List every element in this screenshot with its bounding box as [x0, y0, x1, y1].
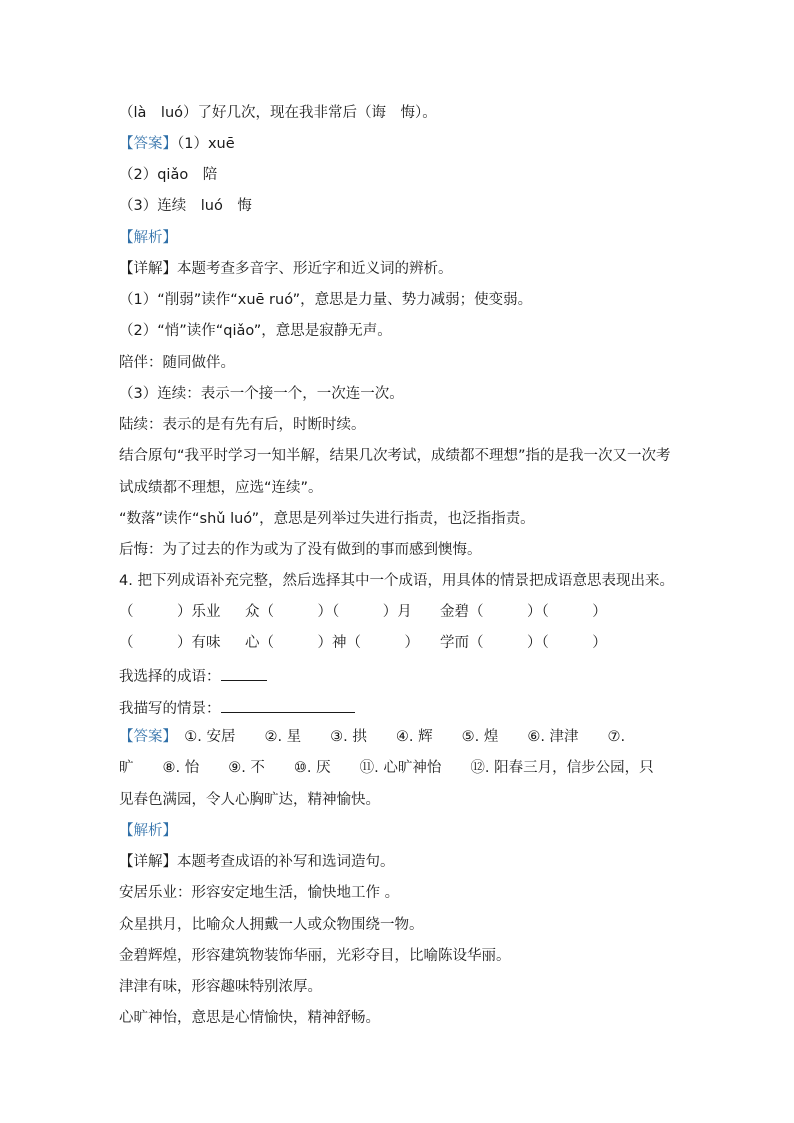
- explanation-line: （1）“削弱”读作“xuē ruó”，意思是力量、势力减弱；使变弱。: [119, 292, 533, 308]
- analysis-tag: 【解析】: [119, 230, 177, 246]
- explanation-line: 结合原句“我平时学习一知半解，结果几次考试，成绩都不理想”指的是我一次又一次考: [119, 448, 671, 464]
- explanation-line: （3）连续：表示一个接一个，一次连一次。: [119, 386, 404, 402]
- chosen-idiom-blank: [221, 664, 267, 681]
- idiom-blank: 金碧（ ）（ ）: [440, 604, 607, 620]
- explanation-line: “数落”读作“shǔ luó”，意思是列举过失进行指责，也泛指指责。: [119, 511, 535, 527]
- explanation-line: 安居乐业：形容安定地生活，愉快地工作 。: [119, 885, 400, 901]
- answer-line-4a: [119, 727, 625, 747]
- q3-sentence-tail: （là luó）了好几次，现在我非常后（诲 悔）。: [119, 105, 437, 121]
- answer-tag: 【答案】: [119, 729, 170, 745]
- explanation-line: 试成绩都不理想，应选“连续”。: [119, 480, 323, 496]
- answer-line-2: （2）qiǎo 陪: [119, 167, 218, 183]
- analysis-tag: 【解析】: [119, 823, 177, 839]
- question-4: 4. 把下列成语补充完整，然后选择其中一个成语，用具体的情景把成语意思表现出来。: [119, 573, 674, 589]
- explanation-line: （2）“悄”读作“qiǎo”，意思是寂静无声。: [119, 323, 392, 339]
- idiom-blank: 学而（ ）（ ）: [440, 635, 607, 651]
- answer-text: ①. 安居 ②. 星 ③. 拱 ④. 辉 ⑤. 煌 ⑥. 津津 ⑦.: [169, 729, 626, 745]
- answer-line-4b: 旷 ⑧. 怡 ⑨. 不 ⑩. 厌 ⑪. 心旷神怡 ⑫. 阳春三月，信步公园，只: [119, 760, 654, 776]
- answer-tag: 【答案】: [119, 136, 177, 152]
- chosen-idiom-label: 我选择的成语：: [119, 669, 221, 685]
- answer-line-3: （3）连续 luó 悔: [119, 198, 252, 214]
- scene-blank: [221, 696, 355, 713]
- scene-line: [119, 696, 355, 719]
- explanation-line: 津津有味，形容趣味特别浓厚。: [119, 979, 322, 995]
- explanation-line: 陪伴：随同做伴。: [119, 355, 235, 371]
- explanation-line: 金碧辉煌，形容建筑物装饰华丽，光彩夺目，比喻陈设华丽。: [119, 948, 511, 964]
- idiom-blank: 众（ ）（ ）月: [245, 604, 412, 620]
- detail-heading: 【详解】本题考查成语的补写和选词造句。: [119, 854, 395, 870]
- explanation-line: 众星拱月，比喻众人拥戴一人或众物围绕一物。: [119, 917, 424, 933]
- answer-line-4c: 见春色满园，令人心胸旷达，精神愉快。: [119, 792, 380, 808]
- scene-label: 我描写的情景：: [119, 701, 221, 717]
- explanation-line: 陆续：表示的是有先有后，时断时续。: [119, 417, 366, 433]
- explanation-line: 心旷神怡，意思是心情愉快，精神舒畅。: [119, 1010, 380, 1026]
- idiom-blank: （ ）乐业: [119, 604, 221, 620]
- idiom-blank: 心（ ）神（ ）: [245, 635, 419, 651]
- answer-line-1: [119, 134, 235, 154]
- explanation-line: 后悔：为了过去的作为或为了没有做到的事而感到懊悔。: [119, 542, 482, 558]
- detail-heading: 【详解】本题考查多音字、形近字和近义词的辨析。: [119, 261, 453, 277]
- answer-text: （1）xuē: [177, 136, 235, 152]
- idiom-blank: （ ）有味: [119, 635, 221, 651]
- chosen-idiom-line: [119, 664, 267, 687]
